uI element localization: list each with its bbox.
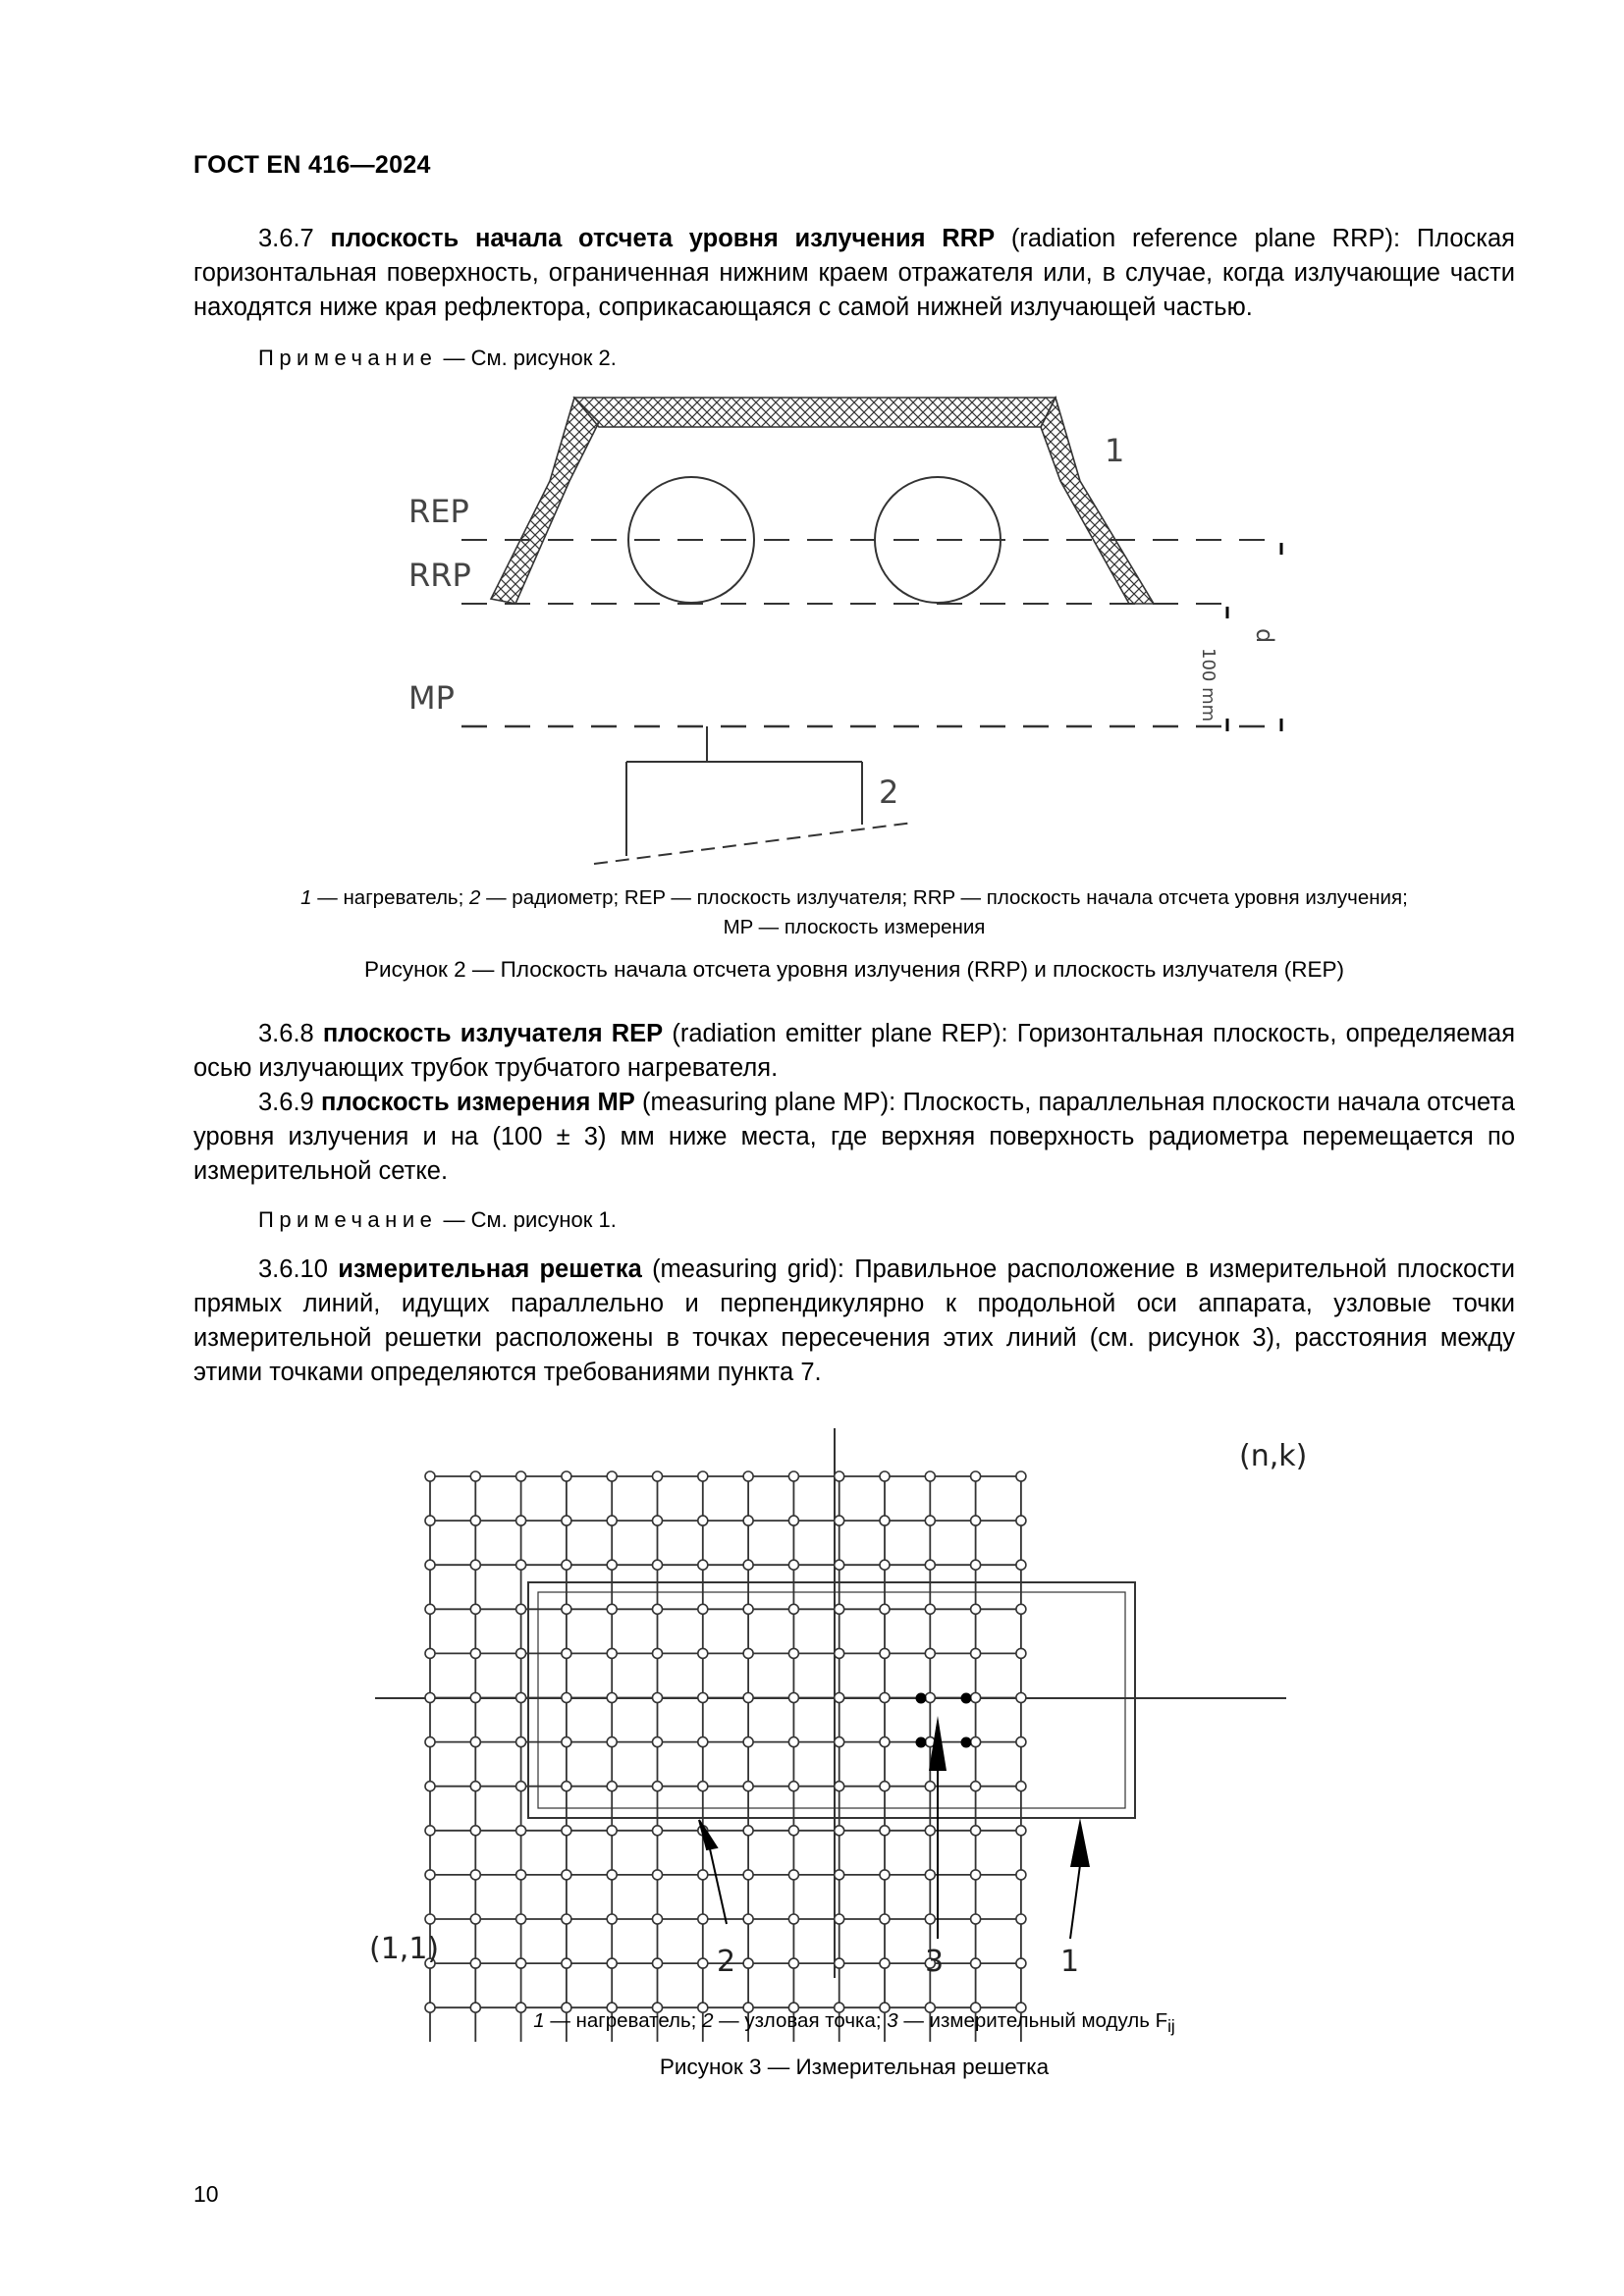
grid-node (971, 1782, 981, 1791)
grid-node (788, 1604, 798, 1614)
grid-node (1016, 1648, 1026, 1658)
grid-node (1016, 1826, 1026, 1836)
grid-node (470, 1914, 480, 1924)
grid-node (788, 1782, 798, 1791)
section-number: 3.6.8 (258, 1020, 314, 1047)
grid-node (835, 1693, 844, 1703)
grid-node (880, 1693, 890, 1703)
grid-node (562, 1471, 571, 1481)
grid-node (516, 1737, 526, 1747)
label-100mm: 100 mm (1198, 648, 1218, 722)
grid-node (470, 1870, 480, 1880)
definition: Плоская горизонтальная поверхность, ограниченная нижним краем отражателя или, в случае, когда излучающие части находятся ниже края рефлектора, соприкасающаяся с самой нижней излучающей частью. (193, 225, 1515, 321)
grid-node (425, 1648, 435, 1658)
english-term: (radiation reference plane RRP): (1010, 225, 1401, 252)
grid-node (788, 1914, 798, 1924)
term: плоскость излучателя REP (322, 1020, 664, 1047)
grid-node (516, 1471, 526, 1481)
grid-node (835, 1958, 844, 1968)
grid-node (607, 1914, 617, 1924)
section-number: 3.6.7 (258, 225, 314, 252)
grid-node (1016, 1693, 1026, 1703)
grid-node (425, 1737, 435, 1747)
grid-node (470, 1560, 480, 1570)
grid-node (698, 1471, 708, 1481)
grid-node (835, 1604, 844, 1614)
grid-node (562, 1737, 571, 1747)
label-rep: REP (408, 493, 469, 530)
grid-node (880, 1471, 890, 1481)
grid-node (607, 1958, 617, 1968)
grid-node (743, 1870, 753, 1880)
module-point (916, 1737, 927, 1748)
grid-node (1016, 1914, 1026, 1924)
grid-node (607, 1560, 617, 1570)
grid-node (470, 1826, 480, 1836)
grid-node (607, 1737, 617, 1747)
module-point (961, 1693, 972, 1704)
grid-node (653, 1516, 663, 1525)
legend-line-1: 1 — нагреватель; 2 — радиометр; REP — плоскость излучателя; RRP — плоскость начала отсчета уровня излучения; (300, 886, 1408, 909)
grid-node (835, 1648, 844, 1658)
grid-node (880, 1782, 890, 1791)
grid-node (653, 1604, 663, 1614)
grid-node (880, 1648, 890, 1658)
grid-node (470, 1648, 480, 1658)
grid-node (562, 1693, 571, 1703)
grid-node (516, 1914, 526, 1924)
grid-node (653, 1693, 663, 1703)
grid-node (835, 1737, 844, 1747)
grid-node (971, 1870, 981, 1880)
section-number: 3.6.9 (258, 1089, 314, 1116)
document-header: ГОСТ EN 416—2024 (193, 151, 431, 179)
note-label: Примечание (258, 346, 438, 370)
grid-node (425, 1471, 435, 1481)
grid-node (925, 1826, 935, 1836)
grid-node (788, 1737, 798, 1747)
english-term: (measuring grid): (652, 1255, 844, 1283)
term: плоскость измерения MP (320, 1089, 635, 1116)
grid-node (880, 1737, 890, 1747)
section-number: 3.6.10 (258, 1255, 328, 1283)
grid-node (880, 1516, 890, 1525)
grid-node (971, 1471, 981, 1481)
grid-node (470, 1693, 480, 1703)
grid-node (653, 1471, 663, 1481)
grid-node (743, 1693, 753, 1703)
grid-node (607, 1826, 617, 1836)
term: плоскость начала отсчета уровня излучения RRP (330, 225, 996, 252)
grid-node (743, 1648, 753, 1658)
grid-node (698, 1560, 708, 1570)
grid-node (470, 1958, 480, 1968)
grid-node (1016, 1471, 1026, 1481)
grid-node (1016, 1958, 1026, 1968)
grid-node (925, 1604, 935, 1614)
definition: Горизонтальная плоскость, определяемая осью излучающих трубок трубчатого нагревателя. (193, 1020, 1516, 1082)
grid-node (743, 1914, 753, 1924)
grid-node (698, 1516, 708, 1525)
grid-node (516, 1870, 526, 1880)
grid-node (835, 1826, 844, 1836)
grid-node (925, 1560, 935, 1570)
grid-node (880, 1958, 890, 1968)
grid-node (835, 1782, 844, 1791)
grid-node (788, 1648, 798, 1658)
grid-node (425, 1870, 435, 1880)
grid-node (607, 1782, 617, 1791)
grid-node (562, 1870, 571, 1880)
grid-node (971, 1560, 981, 1570)
grid-node (743, 1826, 753, 1836)
grid-node (562, 1604, 571, 1614)
grid-node (1016, 1560, 1026, 1570)
grid-node (971, 1958, 981, 1968)
grid-node (562, 1914, 571, 1924)
module-point (961, 1737, 972, 1748)
grid-node (743, 1782, 753, 1791)
grid-node (788, 1471, 798, 1481)
figure-3-legend: 1 — нагреватель; 2 — узловая точка; 3 — измерительный модуль $F_{ij}$ (533, 2009, 1175, 2037)
grid-node (607, 1604, 617, 1614)
page-number: 10 (193, 2181, 219, 2207)
grid-node (835, 1516, 844, 1525)
module-point (916, 1693, 927, 1704)
grid-node (470, 1471, 480, 1481)
figure-2-title: Рисунок 2 — Плоскость начала отсчета уровня излучения (RRP) и плоскость излучателя (REP) (364, 957, 1344, 982)
label-d: d (1251, 628, 1278, 644)
grid-node (925, 1914, 935, 1924)
grid-node (425, 1560, 435, 1570)
grid-node (1016, 1870, 1026, 1880)
grid-node (788, 1693, 798, 1703)
grid-node (607, 1516, 617, 1525)
grid-node (607, 1648, 617, 1658)
grid-node (743, 1737, 753, 1747)
grid-node (1016, 1516, 1026, 1525)
grid-node (607, 1870, 617, 1880)
leader-heater-1 (1070, 1865, 1080, 1939)
grid-node (880, 1914, 890, 1924)
label-heater-1: 1 (1060, 1945, 1080, 1979)
grid-node (925, 1870, 935, 1880)
grid-node (835, 1870, 844, 1880)
grid-node (698, 1604, 708, 1614)
note-text: — См. рисунок 1. (437, 1207, 617, 1232)
label-module-3: 3 (925, 1945, 945, 1979)
grid-node (653, 1826, 663, 1836)
grid-node (835, 1914, 844, 1924)
grid-node (698, 1914, 708, 1924)
grid-node (835, 1471, 844, 1481)
grid-node (971, 1516, 981, 1525)
grid-node (971, 1737, 981, 1747)
grid-node (1016, 1737, 1026, 1747)
grid-node (562, 1958, 571, 1968)
grid-node (925, 1693, 935, 1703)
grid-node (698, 1737, 708, 1747)
grid-node (562, 1782, 571, 1791)
grid-node (788, 1560, 798, 1570)
grid-node (788, 1958, 798, 1968)
grid-node (743, 1604, 753, 1614)
english-term: (radiation emitter plane REP): (672, 1020, 1008, 1047)
grid-node (470, 1737, 480, 1747)
label-origin: (1,1) (369, 1932, 440, 1966)
grid-node (880, 1560, 890, 1570)
grid-node (562, 1516, 571, 1525)
grid-node (971, 1648, 981, 1658)
grid-node (425, 1782, 435, 1791)
grid-node (971, 1826, 981, 1836)
grid-node (880, 1826, 890, 1836)
figure-3-title: Рисунок 3 — Измерительная решетка (659, 2055, 1050, 2079)
grid-node (562, 1560, 571, 1570)
grid-node (788, 1870, 798, 1880)
definition: Правильное расположение в измерительной плоскости прямых линий, идущих параллельно и перпендикулярно к продольной оси аппарата, узловые точки измерительной решетки расположены в точках пересечения этих линий (см. рисунок 3), расстояния между этими точками определяются требованиями пункта 7. (193, 1255, 1516, 1386)
grid-node (425, 1604, 435, 1614)
grid-node (470, 1782, 480, 1791)
grid-node (698, 1648, 708, 1658)
grid-node (425, 1826, 435, 1836)
grid-node (925, 1648, 935, 1658)
grid-node (1016, 1782, 1026, 1791)
grid-node (516, 1826, 526, 1836)
grid-node (607, 1471, 617, 1481)
grid-node (470, 1604, 480, 1614)
subscript-ij: ij (1167, 2017, 1175, 2037)
grid-node (788, 1516, 798, 1525)
grid-node (516, 1648, 526, 1658)
grid-node (788, 1826, 798, 1836)
grid-node (653, 1737, 663, 1747)
grid-node (925, 1516, 935, 1525)
legend-line-2: MP — плоскость измерения (723, 916, 986, 938)
grid-node (971, 1604, 981, 1614)
definition: Плоскость, параллельная плоскости начала отсчета уровня излучения и на (100 ± 3) мм ниже места, где верхняя поверхность радиометра перемещается по измерительной сетке. (193, 1089, 1515, 1185)
grid-node (743, 1958, 753, 1968)
grid-node (516, 1958, 526, 1968)
grid-node (516, 1560, 526, 1570)
grid-node (653, 1870, 663, 1880)
term: измерительная решетка (338, 1255, 642, 1283)
grid-node (516, 1693, 526, 1703)
label-rrp: RRP (408, 557, 471, 594)
heater-outline (528, 1582, 1135, 1818)
grid-node (653, 1560, 663, 1570)
heater-outline-inner (538, 1592, 1125, 1808)
grid-node (698, 1870, 708, 1880)
grid-node (425, 1516, 435, 1525)
note-label: Примечание (258, 1207, 438, 1232)
grid-node (653, 1958, 663, 1968)
grid-node (698, 1693, 708, 1703)
grid-node (925, 1782, 935, 1791)
grid-node (516, 1604, 526, 1614)
grid-node (425, 1693, 435, 1703)
grid-node (653, 1782, 663, 1791)
grid-node (562, 1826, 571, 1836)
grid-node (698, 1958, 708, 1968)
grid-node (516, 1782, 526, 1791)
english-term: (measuring plane MP): (642, 1089, 896, 1116)
label-nk: (n,k) (1239, 1439, 1308, 1473)
label-node-2: 2 (717, 1945, 736, 1979)
grid-node (835, 1560, 844, 1570)
label-mp: MP (408, 679, 455, 717)
grid-node (971, 1914, 981, 1924)
grid-node (1016, 1604, 1026, 1614)
note-text: — См. рисунок 2. (437, 346, 617, 370)
grid-node (743, 1516, 753, 1525)
grid-node (607, 1693, 617, 1703)
grid-node (743, 1560, 753, 1570)
grid-node (425, 1914, 435, 1924)
grid-node (653, 1914, 663, 1924)
label-heater-1: 1 (1105, 432, 1125, 469)
grid-node (880, 1870, 890, 1880)
grid-node (971, 1693, 981, 1703)
grid-node (743, 1471, 753, 1481)
label-radiometer-2: 2 (879, 774, 899, 811)
grid-node (562, 1648, 571, 1658)
grid-node (653, 1648, 663, 1658)
grid-node (470, 1516, 480, 1525)
grid-node (698, 1782, 708, 1791)
grid-node (925, 1471, 935, 1481)
grid-node (880, 1604, 890, 1614)
arrow-heater-1 (1070, 1818, 1090, 1867)
grid-node (516, 1516, 526, 1525)
leader-node-2 (707, 1836, 727, 1924)
